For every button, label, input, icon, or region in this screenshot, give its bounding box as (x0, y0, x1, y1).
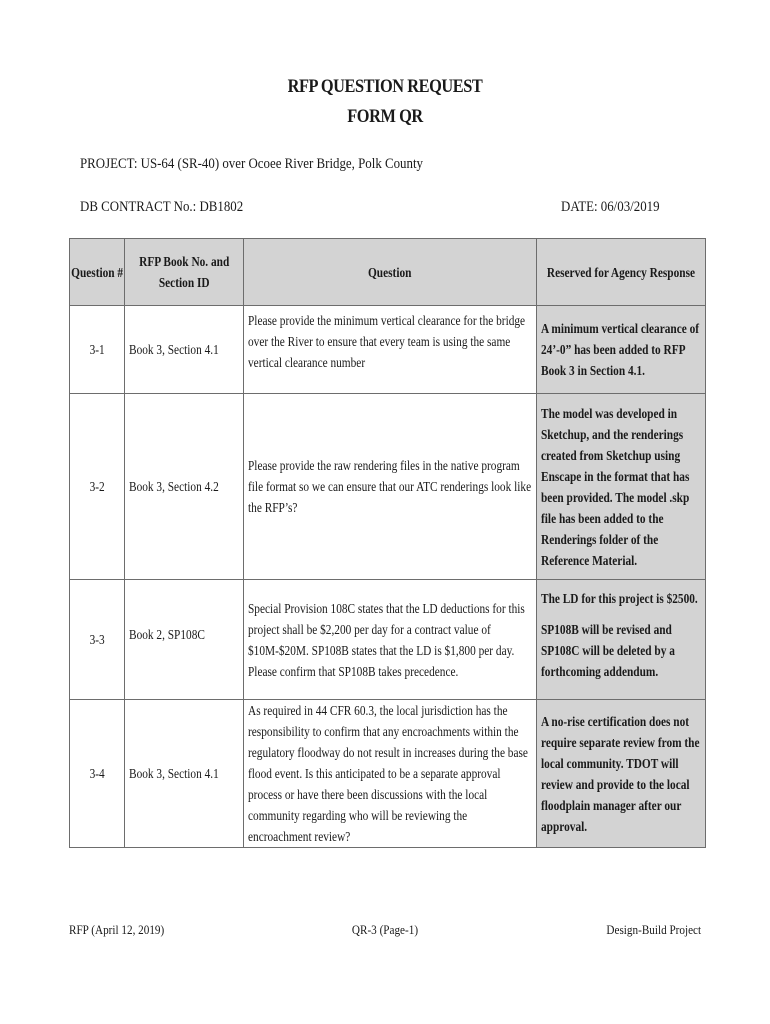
agency-response: A minimum vertical clearance of 24’-0” has been added to RFP Book 3 in Section 4.1. (537, 306, 706, 394)
question-text: As required in 44 CFR 60.3, the local jurisdiction has the responsibility to confirm that any encroachments within the regulatory floodway do not result in increases during the base flood event. Is this anticipated to be a separate approval process or have there been discussions with the local community regarding who will be reviewing the encroachment review? (244, 700, 537, 848)
table-header-row (70, 239, 706, 306)
contract-number: DB CONTRACT No.: DB1802 (80, 199, 244, 215)
agency-response: A no-rise certification does not require separate review from the local community. TDOT will review and provide to the local floodplain manager after our approval. (537, 700, 706, 848)
column-header-agency-response: Reserved for Agency Response (537, 239, 706, 306)
question-number: 3-4 (70, 700, 125, 848)
section-id: Book 3, Section 4.1 (125, 700, 244, 848)
section-id: Book 3, Section 4.1 (125, 306, 244, 394)
question-text: Please provide the minimum vertical clearance for the bridge over the River to ensure that every team is using the same vertical clearance number (244, 306, 537, 394)
question-table (69, 238, 706, 848)
question-text: Special Provision 108C states that the LD deductions for this project shall be $2,200 per day for a contract value of $10M-$20M. SP108B states that the LD is $1,800 per day. Please confirm that SP108B takes precedence. (244, 580, 537, 700)
form-subtitle: FORM QR (347, 106, 423, 127)
question-number: 3-3 (70, 580, 125, 700)
table-row (70, 306, 706, 394)
question-number: 3-2 (70, 394, 125, 580)
agency-response: The model was developed in Sketchup, and the renderings created from Sketchup using Enscape in the format that has been provided. The model .skp file has been added to the Renderings folder of the Reference Material. (537, 394, 706, 580)
footer-rfp-date: RFP (April 12, 2019) (69, 922, 165, 937)
section-id: Book 3, Section 4.2 (125, 394, 244, 580)
column-header-section: RFP Book No. and Section ID (125, 239, 244, 306)
question-number: 3-1 (70, 306, 125, 394)
agency-response: The LD for this project is $2500. SP108B will be revised and SP108C will be deleted by a forthcoming addendum. (537, 580, 706, 700)
section-id: Book 2, SP108C (125, 580, 244, 700)
column-header-question: Question (244, 239, 537, 306)
project-line: PROJECT: US-64 (SR-40) over Ocoee River Bridge, Polk County (80, 156, 423, 172)
question-text: Please provide the raw rendering files in the native program file format so we can ensure that our ATC renderings look like the RFP’s? (244, 394, 537, 580)
table-row (70, 700, 706, 848)
footer-project-type: Design-Build Project (606, 922, 701, 937)
footer-page-number: QR-3 (Page-1) (351, 922, 419, 937)
column-header-question-number: Question # (70, 239, 125, 306)
table-row (70, 394, 706, 580)
form-title: RFP QUESTION REQUEST (287, 76, 483, 97)
table-row (70, 580, 706, 700)
form-date: DATE: 06/03/2019 (561, 199, 660, 215)
